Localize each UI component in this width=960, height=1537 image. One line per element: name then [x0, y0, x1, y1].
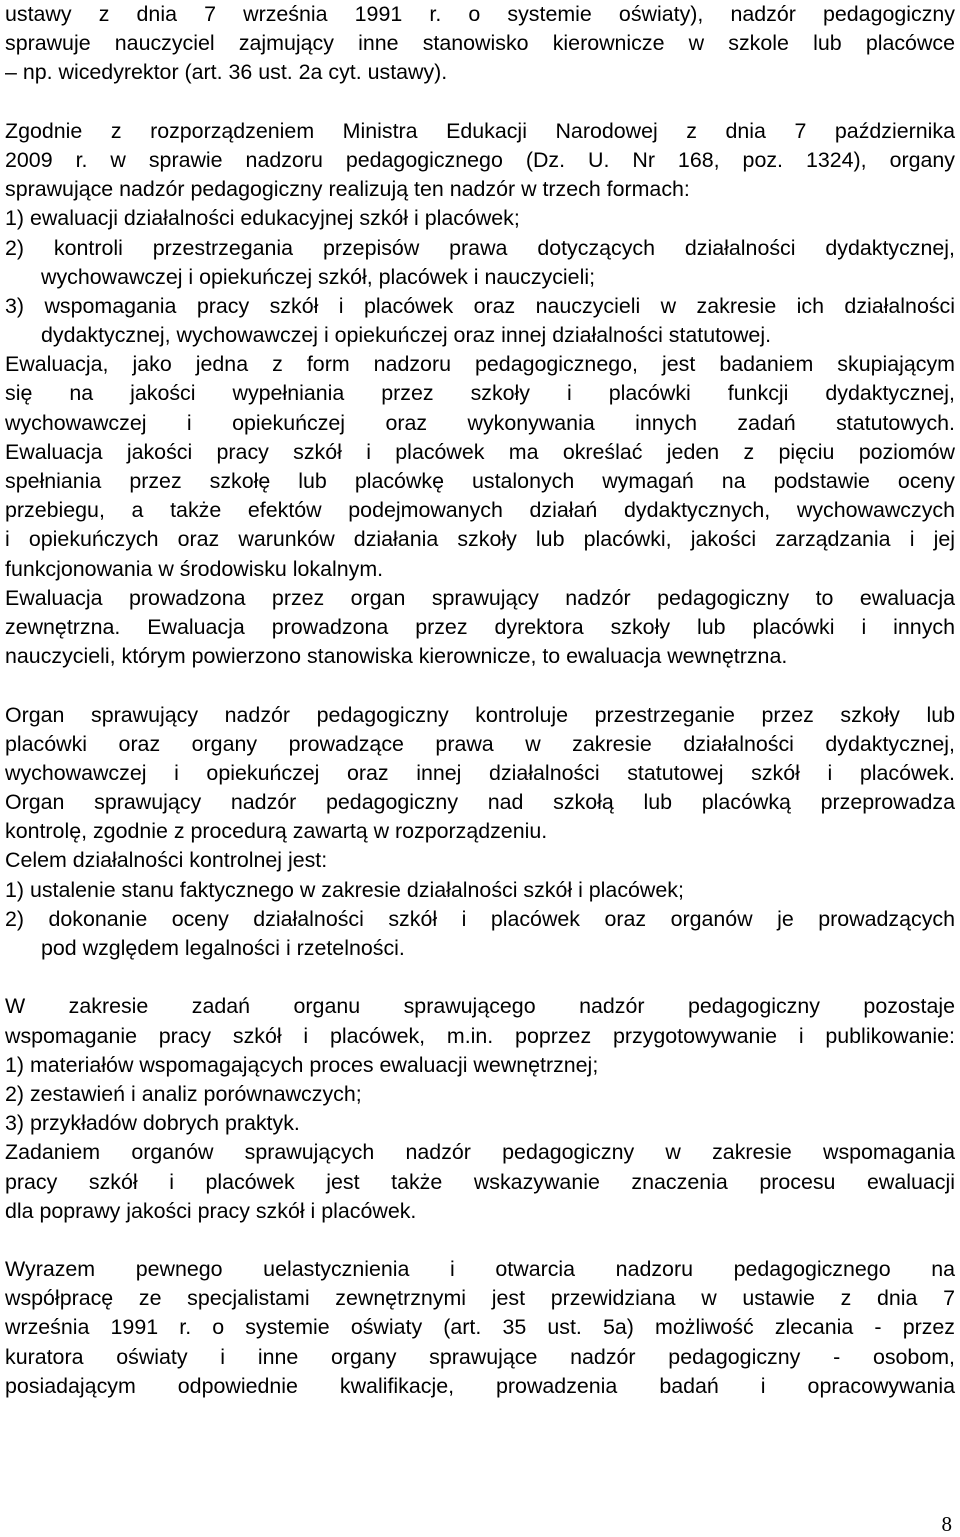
- text-line: 3) przykładów dobrych praktyk.: [5, 1111, 300, 1136]
- text-line: posiadającym odpowiednie kwalifikacje, prowadzenia badań i opracowywania: [5, 1373, 955, 1398]
- text-line: Zadaniem organów sprawujących nadzór pedagogiczny w zakresie wspomagania: [5, 1140, 955, 1165]
- text-line: – np. wicedyrektor (art. 36 ust. 2a cyt. ustawy).: [5, 60, 448, 85]
- text-line: pod względem legalności i rzetelności.: [41, 936, 405, 960]
- text-line: się na jakości wypełniania przez szkoły i placówki funkcji dydaktycznej,: [5, 381, 955, 406]
- text-line: Ewaluacja, jako jedna z form nadzoru pedagogicznego, jest badaniem skupiającym: [5, 352, 955, 377]
- text-line: sprawuje nauczyciel zajmujący inne stanowisko kierownicze w szkole lub placówce: [5, 31, 955, 56]
- paragraph-spacer: [5, 963, 955, 992]
- text-line: nauczycieli, którym powierzono stanowiska kierownicze, to ewaluacja wewnętrzna.: [5, 644, 788, 669]
- paragraph-spacer: [5, 88, 955, 117]
- text-line: przebiegu, a także efektów podejmowanych działań dydaktycznych, wychowawczych: [5, 498, 955, 523]
- text-line: 3) wspomagania pracy szkół i placówek oraz nauczycieli w zakresie ich działalności: [5, 293, 955, 318]
- text-line: pracy szkół i placówek jest także wskazywanie znaczenia procesu ewaluacji: [5, 1169, 955, 1194]
- paragraph: [5, 0, 955, 88]
- text-line: W zakresie zadań organu sprawującego nadzór pedagogiczny pozostaje: [5, 994, 955, 1019]
- text-line: kuratora oświaty i inne organy sprawujące nadzór pedagogiczny - osobom,: [5, 1344, 955, 1369]
- text-line: wychowawczej i opiekuńczej szkół, placówek i nauczycieli;: [41, 264, 596, 289]
- text-line: Zgodnie z rozporządzeniem Ministra Edukacji Narodowej z dnia 7 października: [5, 118, 955, 143]
- text-line: 2) kontroli przestrzegania przepisów prawa dotyczących działalności dydaktycznej,: [5, 235, 955, 260]
- page-number: 8: [941, 1512, 952, 1536]
- text-line: Ewaluacja prowadzona przez organ sprawujący nadzór pedagogiczny to ewaluacja: [5, 585, 955, 610]
- text-line: współpracę ze specjalistami zewnętrznymi jest przewidziana w ustawie z dnia 7: [5, 1286, 955, 1311]
- text-line: Ewaluacja jakości pracy szkół i placówek ma określać jeden z pięciu poziomów: [5, 439, 955, 464]
- text-line: września 1991 r. o systemie oświaty (art. 35 ust. 5a) możliwość zlecania - przez: [5, 1315, 955, 1340]
- text-line: funkcjonowania w środowisku lokalnym.: [5, 556, 384, 581]
- paragraph-spacer: [5, 671, 955, 700]
- paragraph: [5, 204, 955, 350]
- text-line: 1) ewaluacji działalności edukacyjnej szkół i placówek;: [5, 206, 520, 231]
- text-line: sprawujące nadzór pedagogiczny realizują ten nadzór w trzech formach:: [5, 177, 690, 202]
- text-line: Celem działalności kontrolnej jest:: [5, 848, 328, 873]
- text-line: wspomaganie pracy szkół i placówek, m.in. poprzez przygotowywanie i publikowanie:: [5, 1023, 955, 1048]
- paragraph: [5, 701, 955, 964]
- text-line: i opiekuńczych oraz warunków działania szkoły lub placówki, jakości zarządzania i jej: [5, 527, 955, 552]
- text-line: placówki oraz organy prowadzące prawa w zakresie działalności dydaktycznej,: [5, 731, 955, 756]
- text-line: ustawy z dnia 7 września 1991 r. o systemie oświaty), nadzór pedagogiczny: [5, 2, 955, 26]
- paragraph: [5, 992, 955, 1226]
- paragraph: [5, 117, 955, 205]
- text-line: 2009 r. w sprawie nadzoru pedagogicznego (Dz. U. Nr 168, poz. 1324), organy: [5, 147, 955, 172]
- document-page: [5, 0, 955, 1401]
- text-line: 1) materiałów wspomagających proces ewaluacji wewnętrznej;: [5, 1052, 599, 1077]
- text-line: spełniania przez szkołę lub placówkę ustalonych wymagań na podstawie oceny: [5, 469, 955, 493]
- text-line: 1) ustalenie stanu faktycznego w zakresie działalności szkół i placówek;: [5, 877, 684, 902]
- text-line: dla poprawy jakości pracy szkół i placówek.: [5, 1198, 417, 1223]
- text-line: 2) dokonanie oceny działalności szkół i placówek oraz organów je prowadzących: [5, 906, 955, 931]
- text-line: Organ sprawujący nadzór pedagogiczny kontroluje przestrzeganie przez szkoły lub: [5, 702, 955, 727]
- paragraph: [5, 350, 955, 671]
- text-line: wychowawczej i opiekuńczej oraz innej działalności statutowej szkół i placówek.: [5, 760, 955, 785]
- text-line: zewnętrzna. Ewaluacja prowadzona przez dyrektora szkoły lub placówki i innych: [5, 614, 955, 639]
- text-line: wychowawczej i opiekuńczej oraz wykonywania innych zadań statutowych.: [5, 410, 955, 435]
- text-line: 2) zestawień i analiz porównawczych;: [5, 1081, 362, 1106]
- paragraph-spacer: [5, 1226, 955, 1255]
- text-line: Organ sprawujący nadzór pedagogiczny nad szkołą lub placówką przeprowadza: [5, 790, 955, 815]
- text-line: Wyrazem pewnego uelastycznienia i otwarcia nadzoru pedagogicznego na: [5, 1257, 955, 1282]
- text-line: kontrolę, zgodnie z procedurą zawartą w rozporządzeniu.: [5, 819, 548, 844]
- text-line: dydaktycznej, wychowawczej i opiekuńczej oraz innej działalności statutowej.: [41, 323, 772, 348]
- paragraph: [5, 1255, 955, 1401]
